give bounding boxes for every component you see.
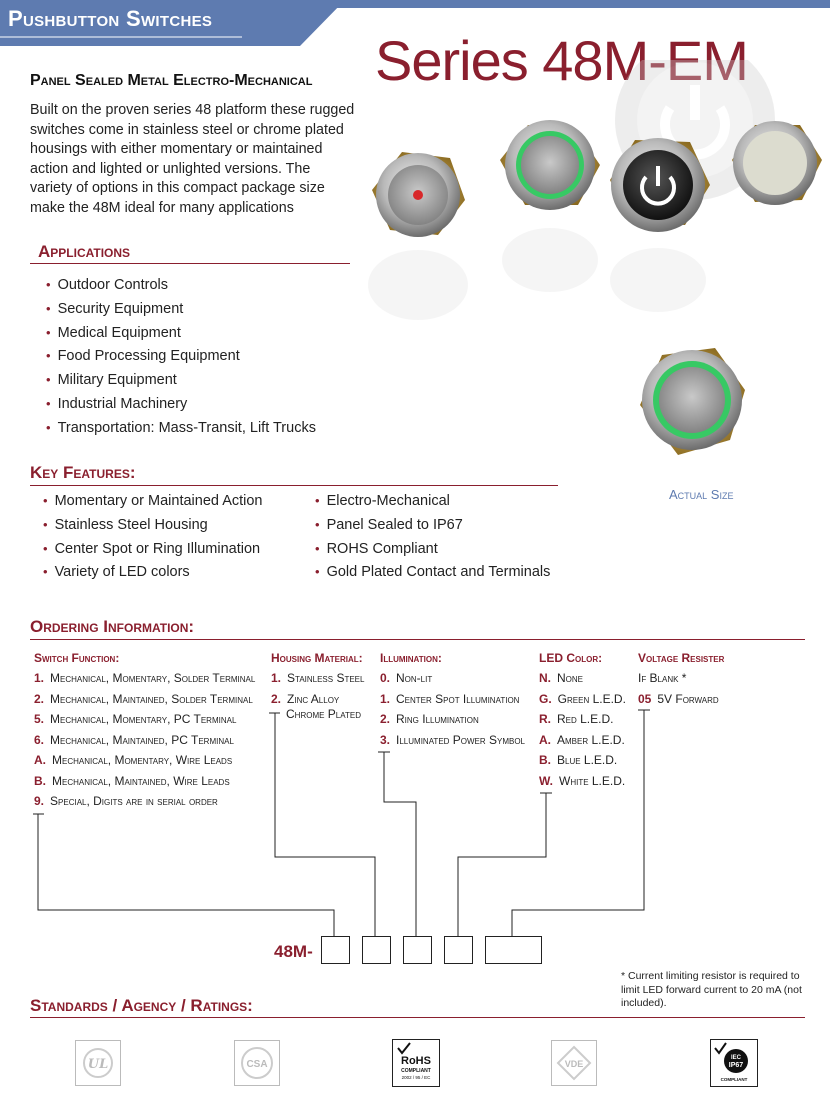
rohs-icon bbox=[392, 1039, 440, 1087]
list-item: • Variety of LED colors bbox=[43, 564, 190, 581]
option-continuation: Chrome Plated bbox=[286, 706, 361, 721]
intro-paragraph bbox=[30, 101, 365, 219]
svg-text:VDE: VDE bbox=[564, 1059, 584, 1069]
standards-heading: Standards / Agency / Ratings: bbox=[30, 996, 253, 1015]
svg-text:COMPLIANT: COMPLIANT bbox=[401, 1068, 431, 1074]
standards-rule bbox=[30, 1017, 805, 1018]
ip67-icon bbox=[710, 1039, 758, 1087]
list-item: • Electro-Mechanical bbox=[315, 493, 450, 509]
applications-list bbox=[46, 273, 316, 440]
part-box-illumination bbox=[403, 936, 432, 964]
led-color-title: LED Color: bbox=[539, 651, 603, 665]
svg-text:2002 / 95 / EC: 2002 / 95 / EC bbox=[401, 1075, 431, 1080]
switch-function-title: Switch Function: bbox=[34, 651, 120, 665]
list-item: • Panel Sealed to IP67 bbox=[315, 516, 463, 533]
resistor-footnote: * Current limiting resistor is required to limit LED forward current to 20 mA (not included). bbox=[621, 970, 802, 1009]
button-plain-steel bbox=[732, 121, 822, 205]
list-item: • ROHS Compliant bbox=[315, 540, 438, 557]
list-item: • Industrial Machinery bbox=[46, 395, 188, 412]
list-item: • Food Processing Equipment bbox=[46, 348, 240, 365]
ordering-rule bbox=[30, 639, 805, 640]
features-list-right bbox=[315, 489, 550, 584]
part-box-switch-function bbox=[321, 936, 350, 964]
option-row: R. Red L.E.D. bbox=[539, 712, 614, 726]
button-red-spot bbox=[372, 152, 465, 237]
button-green-ring bbox=[500, 120, 600, 210]
svg-text:UL: UL bbox=[87, 1057, 109, 1072]
switch-function-options bbox=[34, 668, 255, 812]
banner-title: Pushbutton Switches bbox=[8, 6, 213, 31]
option-row: 05 5V Forward bbox=[638, 691, 719, 706]
part-box-led-color bbox=[444, 936, 473, 964]
option-row: B. Mechanical, Maintained, Wire Leads bbox=[34, 773, 230, 788]
option-row: 1. Mechanical, Momentary, Solder Terminal bbox=[34, 671, 256, 685]
part-number-prefix: 48M- bbox=[274, 942, 313, 961]
intro-line: variety of options in this compact package size bbox=[30, 180, 325, 197]
option-row: 5. Mechanical, Momentary, PC Terminal bbox=[34, 712, 237, 726]
list-item: • Stainless Steel Housing bbox=[43, 516, 208, 533]
option-row: A. Amber L.E.D. bbox=[539, 732, 625, 747]
product-photo bbox=[360, 60, 830, 460]
svg-text:IEC: IEC bbox=[730, 1055, 742, 1061]
option-row: B. Blue L.E.D. bbox=[539, 753, 618, 767]
actual-size-button bbox=[640, 348, 745, 455]
intro-line: switches come in stainless steel or chrome plated bbox=[30, 121, 344, 138]
option-row: 2. Mechanical, Maintained, Solder Terminal bbox=[34, 691, 253, 706]
illumination-options bbox=[380, 668, 525, 750]
option-row: If Blank * bbox=[638, 671, 687, 685]
svg-text:CSA: CSA bbox=[246, 1059, 268, 1070]
option-row: W. White L.E.D. bbox=[539, 773, 626, 788]
option-row: 3. Illuminated Power Symbol bbox=[380, 732, 526, 747]
voltage-options bbox=[638, 668, 719, 709]
option-row: 1. Center Spot Illumination bbox=[380, 691, 520, 706]
intro-line: action and lighted or unlighted versions. The bbox=[30, 160, 311, 177]
option-row: G. Green L.E.D. bbox=[539, 691, 626, 706]
list-item: • Military Equipment bbox=[46, 372, 177, 389]
features-heading: Key Features: bbox=[30, 463, 136, 482]
option-row: 1. Stainless Steel bbox=[271, 671, 365, 685]
features-rule bbox=[30, 485, 558, 486]
list-item: • Transportation: Mass-Transit, Lift Trucks bbox=[46, 419, 316, 436]
option-row: 0. Non-lit bbox=[380, 671, 433, 685]
voltage-title: Voltage Resister bbox=[638, 651, 725, 665]
part-box-voltage bbox=[485, 936, 542, 964]
list-item: • Medical Equipment bbox=[46, 324, 181, 341]
option-row: A. Mechanical, Momentary, Wire Leads bbox=[34, 753, 233, 767]
led-color-options bbox=[539, 668, 626, 791]
intro-line: make the 48M ideal for many applications bbox=[30, 199, 294, 216]
list-item: • Momentary or Maintained Action bbox=[43, 493, 263, 509]
product-subtitle: Panel Sealed Metal Electro-Mechanical bbox=[30, 72, 313, 89]
vde-icon bbox=[551, 1040, 597, 1086]
intro-line: housings with either momentary or maintained bbox=[30, 141, 323, 158]
list-item: • Outdoor Controls bbox=[46, 277, 168, 293]
illumination-title: Illumination: bbox=[380, 651, 442, 665]
option-row: 6. Mechanical, Maintained, PC Terminal bbox=[34, 732, 234, 747]
svg-text:RoHS: RoHS bbox=[401, 1055, 431, 1067]
actual-size-caption: Actual Size bbox=[669, 487, 734, 502]
applications-rule bbox=[30, 263, 350, 264]
list-item: • Center Spot or Ring Illumination bbox=[43, 540, 261, 557]
option-row: 9. Special, Digits are in serial order bbox=[34, 794, 218, 808]
list-item: • Security Equipment bbox=[46, 300, 184, 317]
series-title: Series 48M-EM bbox=[375, 29, 748, 92]
intro-line: Built on the proven series 48 platform these rugged bbox=[30, 102, 355, 118]
applications-heading: Applications bbox=[38, 242, 131, 261]
housing-options bbox=[271, 668, 364, 723]
housing-title: Housing Material: bbox=[271, 651, 363, 665]
ul-icon bbox=[75, 1040, 121, 1086]
svg-text:IP67: IP67 bbox=[728, 1062, 744, 1069]
features-list-left bbox=[43, 489, 263, 584]
svg-text:COMPLIANT: COMPLIANT bbox=[720, 1077, 748, 1082]
ordering-heading: Ordering Information: bbox=[30, 617, 195, 636]
option-row: N. None bbox=[539, 671, 584, 685]
part-box-housing bbox=[362, 936, 391, 964]
option-row: 2. Ring Illumination bbox=[380, 712, 479, 726]
option-row: 2. Zinc Alloy bbox=[271, 691, 340, 706]
list-item: • Gold Plated Contact and Terminals bbox=[315, 564, 551, 581]
csa-icon bbox=[234, 1040, 280, 1086]
